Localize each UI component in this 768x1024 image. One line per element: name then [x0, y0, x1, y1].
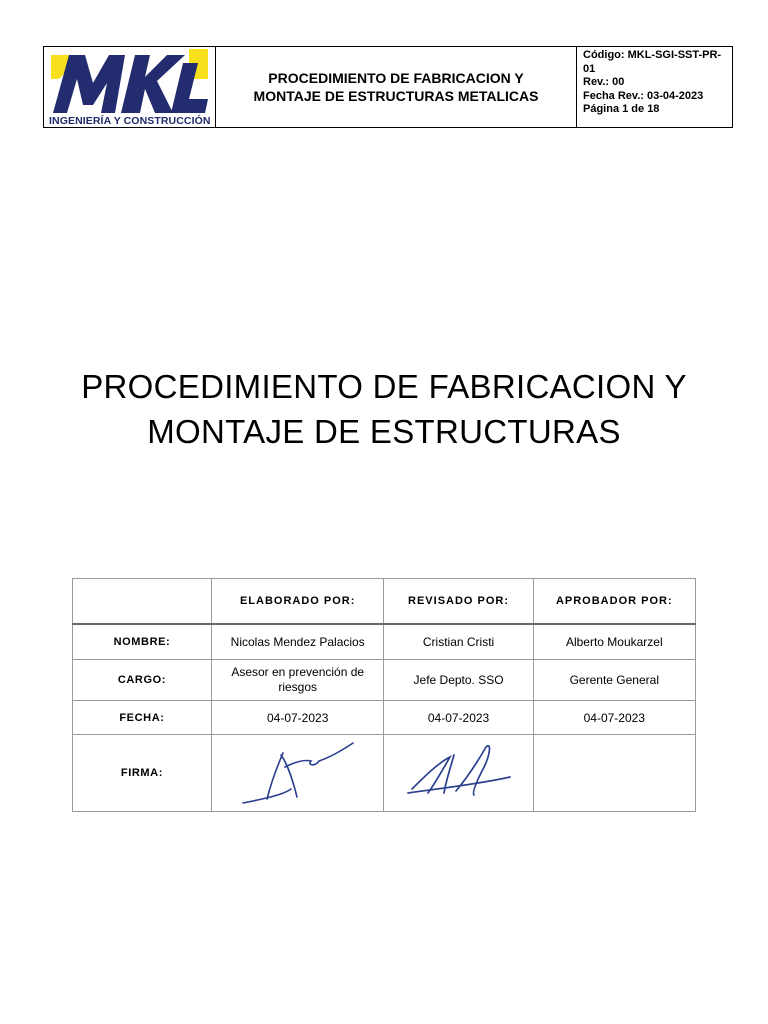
fecha-revisado: 04-07-2023: [384, 701, 533, 735]
approval-table: [72, 578, 696, 812]
document-control-info: [577, 47, 732, 127]
document-code: Código: MKL-SGI-SST-PR-01: [583, 49, 722, 75]
company-logo: [44, 47, 216, 127]
signature-revisado: [394, 737, 524, 809]
table-row: [73, 624, 696, 660]
table-row: [73, 735, 696, 812]
firma-aprobado: [533, 735, 695, 812]
header-elaborado-por: ELABORADO POR:: [211, 579, 384, 625]
logo-subtitle: INGENIERÍA Y CONSTRUCCIÓN: [49, 115, 211, 127]
firma-revisado: [384, 735, 533, 812]
header-title-line2: MONTAJE DE ESTRUCTURAS METALICAS: [253, 88, 539, 104]
cargo-aprobado: Gerente General: [533, 660, 695, 701]
cargo-revisado: Jefe Depto. SSO: [384, 660, 533, 701]
approval-header-empty: [73, 579, 212, 625]
page-number: Página 1 de 18: [583, 103, 660, 115]
document-title-line1: PROCEDIMIENTO DE FABRICACION Y: [81, 368, 687, 405]
cargo-elaborado: Asesor en prevención de riesgos: [211, 660, 384, 701]
table-row: [73, 660, 696, 701]
fecha-aprobado: 04-07-2023: [533, 701, 695, 735]
header-title-line1: PROCEDIMIENTO DE FABRICACION Y: [268, 70, 524, 86]
row-label-nombre: NOMBRE:: [73, 624, 212, 660]
header-title: [216, 47, 577, 127]
nombre-revisado: Cristian Cristi: [384, 624, 533, 660]
firma-elaborado: [211, 735, 384, 812]
row-label-cargo: CARGO:: [73, 660, 212, 701]
document-title-line2: MONTAJE DE ESTRUCTURAS: [147, 413, 621, 450]
revision-date: Fecha Rev.: 03-04-2023: [583, 89, 704, 102]
approval-header-row: [73, 579, 696, 625]
row-label-fecha: FECHA:: [73, 701, 212, 735]
mkl-logo-mark: [49, 49, 209, 115]
nombre-aprobado: Alberto Moukarzel: [533, 624, 695, 660]
revision-number: Rev.: 00: [583, 76, 625, 88]
nombre-elaborado: Nicolas Mendez Palacios: [211, 624, 384, 660]
table-row: [73, 701, 696, 735]
header-aprobador-por: APROBADOR POR:: [533, 579, 695, 625]
document-title: [40, 364, 728, 454]
document-header: [43, 46, 733, 128]
fecha-elaborado: 04-07-2023: [211, 701, 384, 735]
row-label-firma: FIRMA:: [73, 735, 212, 812]
header-revisado-por: REVISADO POR:: [384, 579, 533, 625]
signature-elaborado: [223, 737, 373, 809]
